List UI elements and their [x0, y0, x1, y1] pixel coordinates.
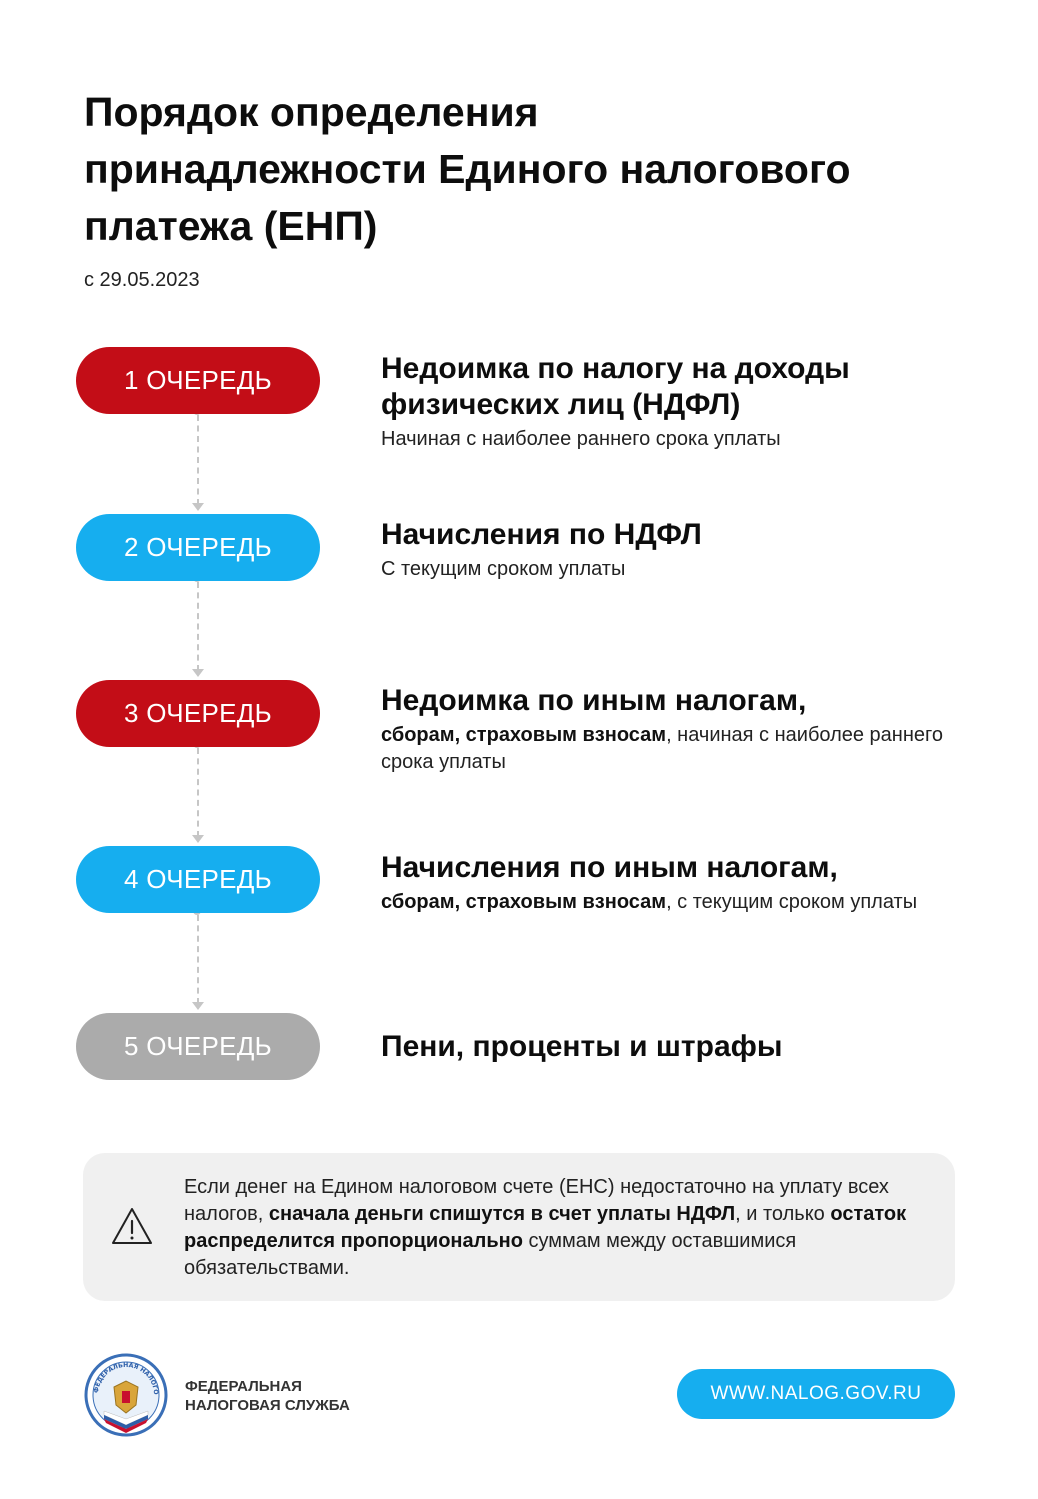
step-title-line: Недоимка по иным налогам,: [381, 684, 807, 717]
connector-line: [197, 915, 199, 1004]
step-title: [381, 683, 961, 719]
step-subtitle-rest: , с текущим сроком уплаты: [666, 891, 918, 913]
connector-line: [197, 582, 199, 671]
queue-step-4: [381, 850, 961, 916]
organization-name: [185, 1377, 350, 1415]
queue-badge-4: 4 ОЧЕРЕДЬ: [76, 846, 320, 913]
step-title-line: Начисления по НДФЛ: [381, 518, 702, 551]
step-title-line: физических лиц (НДФЛ): [381, 388, 741, 421]
step-title-line: Недоимка по налогу на доходы: [381, 352, 850, 385]
step-subtitle-bold: сборам, страховым взносам: [381, 891, 667, 913]
step-title-line: Начисления по иным налогам,: [381, 851, 838, 884]
connector-line: [197, 415, 199, 505]
step-title: [381, 1029, 981, 1065]
warning-icon: [111, 1207, 153, 1250]
notice-text-part: суммам между оставшимися обязательствами.: [184, 1230, 797, 1279]
notice-text: [184, 1174, 944, 1282]
notice-text-bold: сначала деньги спишутся в счет уплаты НДФЛ: [268, 1203, 736, 1225]
down-arrow-icon: [192, 835, 204, 843]
step-subtitle-rest: , начиная с наиболее раннего срока уплаты: [381, 724, 943, 773]
connector-line: [197, 748, 199, 837]
page-title: [84, 84, 984, 255]
queue-step-5: [381, 1029, 981, 1065]
queue-step-1: [381, 351, 981, 453]
down-arrow-icon: [192, 503, 204, 511]
step-subtitle: [381, 722, 961, 776]
notice-text-part: Если денег на Едином налоговом счете (ЕНС) недостаточно на уплату всех налогов,: [184, 1176, 889, 1225]
notice-text-bold: остаток распределится пропорционально: [184, 1203, 907, 1252]
queue-badge-3: 3 ОЧЕРЕДЬ: [76, 680, 320, 747]
org-line: ФЕДЕРАЛЬНАЯ: [185, 1378, 302, 1395]
queue-badge-1: 1 ОЧЕРЕДЬ: [76, 347, 320, 414]
down-arrow-icon: [192, 1002, 204, 1010]
queue-badge-5: 5 ОЧЕРЕДЬ: [76, 1013, 320, 1080]
effective-date: с 29.05.2023: [84, 269, 200, 291]
step-title: [381, 517, 981, 553]
org-line: НАЛОГОВАЯ СЛУЖБА: [185, 1397, 350, 1414]
down-arrow-icon: [192, 669, 204, 677]
emblem-text: ФЕДЕРАЛЬНАЯ НАЛОГО: [92, 1361, 160, 1396]
title-line: платежа (ЕНП): [84, 203, 378, 249]
title-line: Порядок определения: [84, 89, 539, 135]
notice-text-part: , и только: [735, 1203, 831, 1225]
step-title: [381, 850, 961, 886]
queue-step-3: [381, 683, 961, 776]
warning-notice: [83, 1153, 955, 1301]
title-line: принадлежности Единого налогового: [84, 146, 851, 192]
step-title: [381, 351, 981, 423]
step-subtitle-bold: сборам, страховым взносам: [381, 724, 667, 746]
step-subtitle: С текущим сроком уплаты: [381, 558, 626, 580]
step-subtitle: Начиная с наиболее раннего срока уплаты: [381, 428, 781, 450]
fns-emblem-logo: [84, 1353, 168, 1442]
step-title-line: Пени, проценты и штрафы: [381, 1030, 783, 1063]
queue-badge-2: 2 ОЧЕРЕДЬ: [76, 514, 320, 581]
step-subtitle: [381, 889, 961, 916]
website-link[interactable]: WWW.NALOG.GOV.RU: [677, 1369, 955, 1419]
queue-step-2: [381, 517, 981, 583]
